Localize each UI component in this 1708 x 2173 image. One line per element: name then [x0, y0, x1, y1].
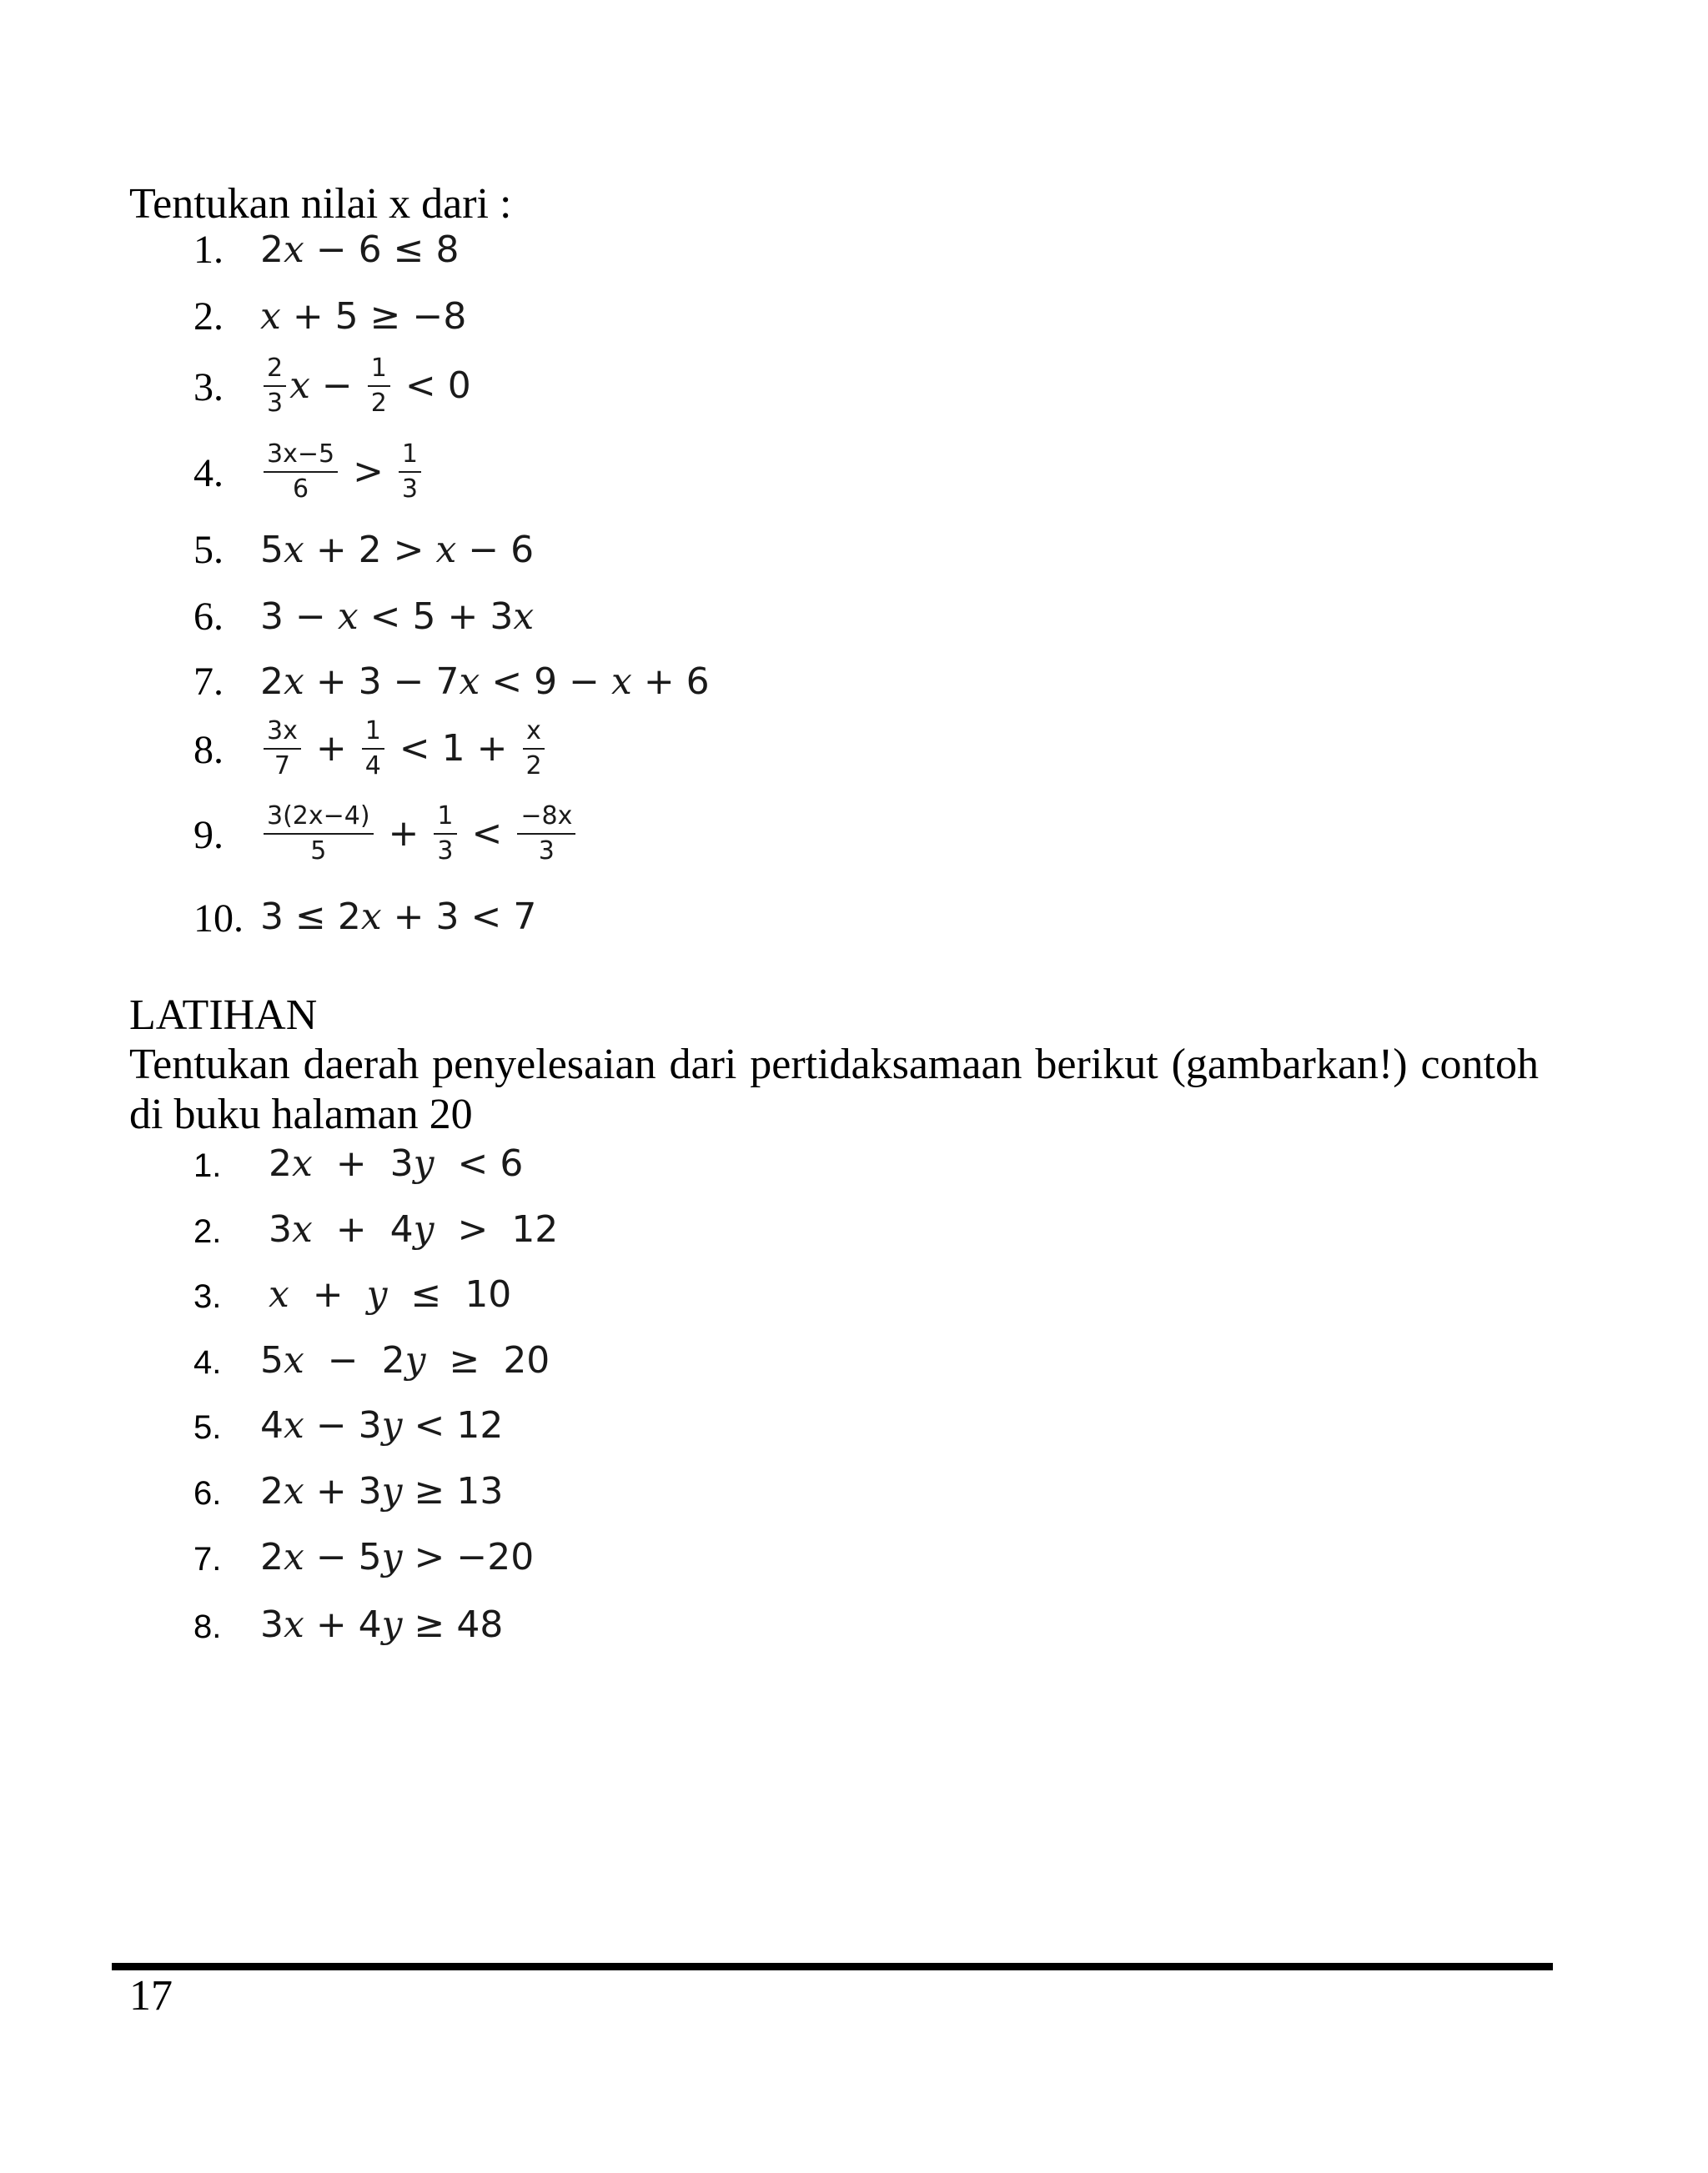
math-expression: $\frac{3(2x-4)}{5}$ + $\frac{1}{3}$ < $\frac{-8x}{3}$ — [260, 792, 579, 876]
math-expression: $\frac{2}{3}$ x − $\frac{1}{2}$ < 0 — [260, 344, 471, 428]
footer-rule — [112, 1963, 1553, 1970]
math-expression: 2 x + 3 y < 6 — [269, 1142, 524, 1185]
item-number: 8. — [193, 728, 224, 772]
page-number: 17 — [129, 1972, 173, 2020]
instruction-text: Tentukan daerah penyelesaian dari pertidaksamaan berikut (gambarkan!) contoh di buku halaman 20 — [129, 1041, 1539, 1138]
fraction: $\frac{3x}{7}$ — [264, 716, 301, 781]
fraction: $\frac{-8x}{3}$ — [517, 801, 575, 866]
math-expression: 3 − x < 5 + 3 x — [260, 595, 535, 638]
section-heading: LATIHAN — [129, 991, 318, 1039]
item-number: 8. — [193, 1608, 222, 1645]
math-expression: $\frac{3x}{7}$ + $\frac{1}{4}$ < 1 + $\frac{x}{2}$ — [260, 707, 549, 790]
math-expression: 5 x − 2 y ≥ 20 — [260, 1339, 550, 1382]
item-number: 7. — [193, 1541, 222, 1578]
fraction: $\frac{2}{3}$ — [264, 354, 286, 419]
item-number: 1. — [193, 228, 224, 272]
item-number: 9. — [193, 813, 224, 857]
fraction: $\frac{1}{2}$ — [368, 354, 390, 419]
item-number: 5. — [193, 528, 224, 572]
math-expression: x + y ≤ 10 — [269, 1273, 512, 1316]
math-expression: x + 5 ≥ −8 — [260, 295, 467, 338]
math-expression: 2 x − 5 y > −20 — [260, 1536, 535, 1578]
fraction: $\frac{x}{2}$ — [522, 716, 545, 781]
item-number: 3. — [193, 365, 224, 409]
item-number: 2. — [193, 1213, 222, 1250]
item-number: 6. — [193, 1475, 222, 1512]
exercise-intro: Tentukan nilai x dari : — [129, 180, 512, 228]
math-expression: 2 x + 3 − 7 x < 9 − x + 6 — [260, 660, 710, 703]
item-number: 7. — [193, 660, 224, 704]
item-number: 4. — [193, 451, 224, 495]
fraction: $\frac{1}{3}$ — [399, 439, 421, 504]
math-expression: 5 x + 2 > x − 6 — [260, 529, 535, 571]
item-number: 10. — [193, 896, 244, 941]
math-expression: 3 x + 4 y ≥ 48 — [260, 1603, 504, 1646]
math-expression: 2 x + 3 y ≥ 13 — [260, 1470, 504, 1513]
item-number: 1. — [193, 1147, 222, 1184]
item-number: 5. — [193, 1409, 222, 1446]
item-number: 2. — [193, 294, 224, 339]
fraction: $\frac{1}{3}$ — [434, 801, 456, 866]
math-expression: 4 x − 3 y < 12 — [260, 1404, 504, 1447]
item-number: 6. — [193, 595, 224, 639]
item-number: 4. — [193, 1344, 222, 1381]
math-expression: 3 x + 4 y > 12 — [269, 1208, 559, 1251]
fraction: $\frac{1}{4}$ — [362, 716, 384, 781]
math-expression: $\frac{3x-5}{6}$ > $\frac{1}{3}$ — [260, 430, 424, 514]
fraction: $\frac{3(2x-4)}{5}$ — [264, 801, 374, 866]
math-expression: 3 ≤ 2 x + 3 < 7 — [260, 896, 537, 938]
item-number: 3. — [193, 1278, 222, 1315]
math-expression: 2 x − 6 ≤ 8 — [260, 228, 460, 271]
fraction: $\frac{3x-5}{6}$ — [264, 439, 338, 504]
